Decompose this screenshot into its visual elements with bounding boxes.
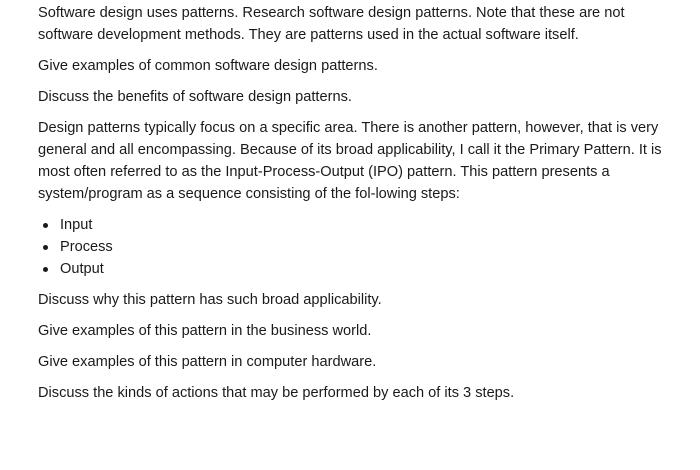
ipo-steps-list [38, 214, 664, 280]
step-label: Process [60, 239, 113, 255]
bullet-icon [43, 267, 48, 272]
prompt-business-examples: Give examples of this pattern in the business world. [38, 323, 372, 339]
assignment-document [38, 2, 664, 413]
prompt-step-actions: Discuss the kinds of actions that may be performed by each of its 3 steps. [38, 385, 515, 401]
step-label: Input [60, 217, 93, 233]
list-item [38, 214, 664, 236]
prompt-examples-patterns: Give examples of common software design patterns. [38, 58, 378, 74]
intro-paragraph: Software design uses patterns. Research software design patterns. Note that these are not software development methods. They are patterns used in the actual software itself. [38, 5, 625, 43]
prompt-broad-applicability: Discuss why this pattern has such broad applicability. [38, 292, 382, 308]
bullet-icon [43, 223, 48, 228]
step-label: Output [60, 261, 104, 277]
list-item [38, 258, 664, 280]
primary-pattern-paragraph: Design patterns typically focus on a specific area. There is another pattern, however, that is very general and all encompassing. Because of its broad applicability, I call it the Primary Pattern. It is most often referred to as the Input-Process-Output (IPO) pattern. This pattern presents a system/program as a sequence consisting of the fol-lowing steps: [38, 120, 662, 202]
prompt-hardware-examples: Give examples of this pattern in computer hardware. [38, 354, 377, 370]
list-item [38, 236, 664, 258]
prompt-benefits-patterns: Discuss the benefits of software design patterns. [38, 89, 352, 105]
bullet-icon [43, 245, 48, 250]
